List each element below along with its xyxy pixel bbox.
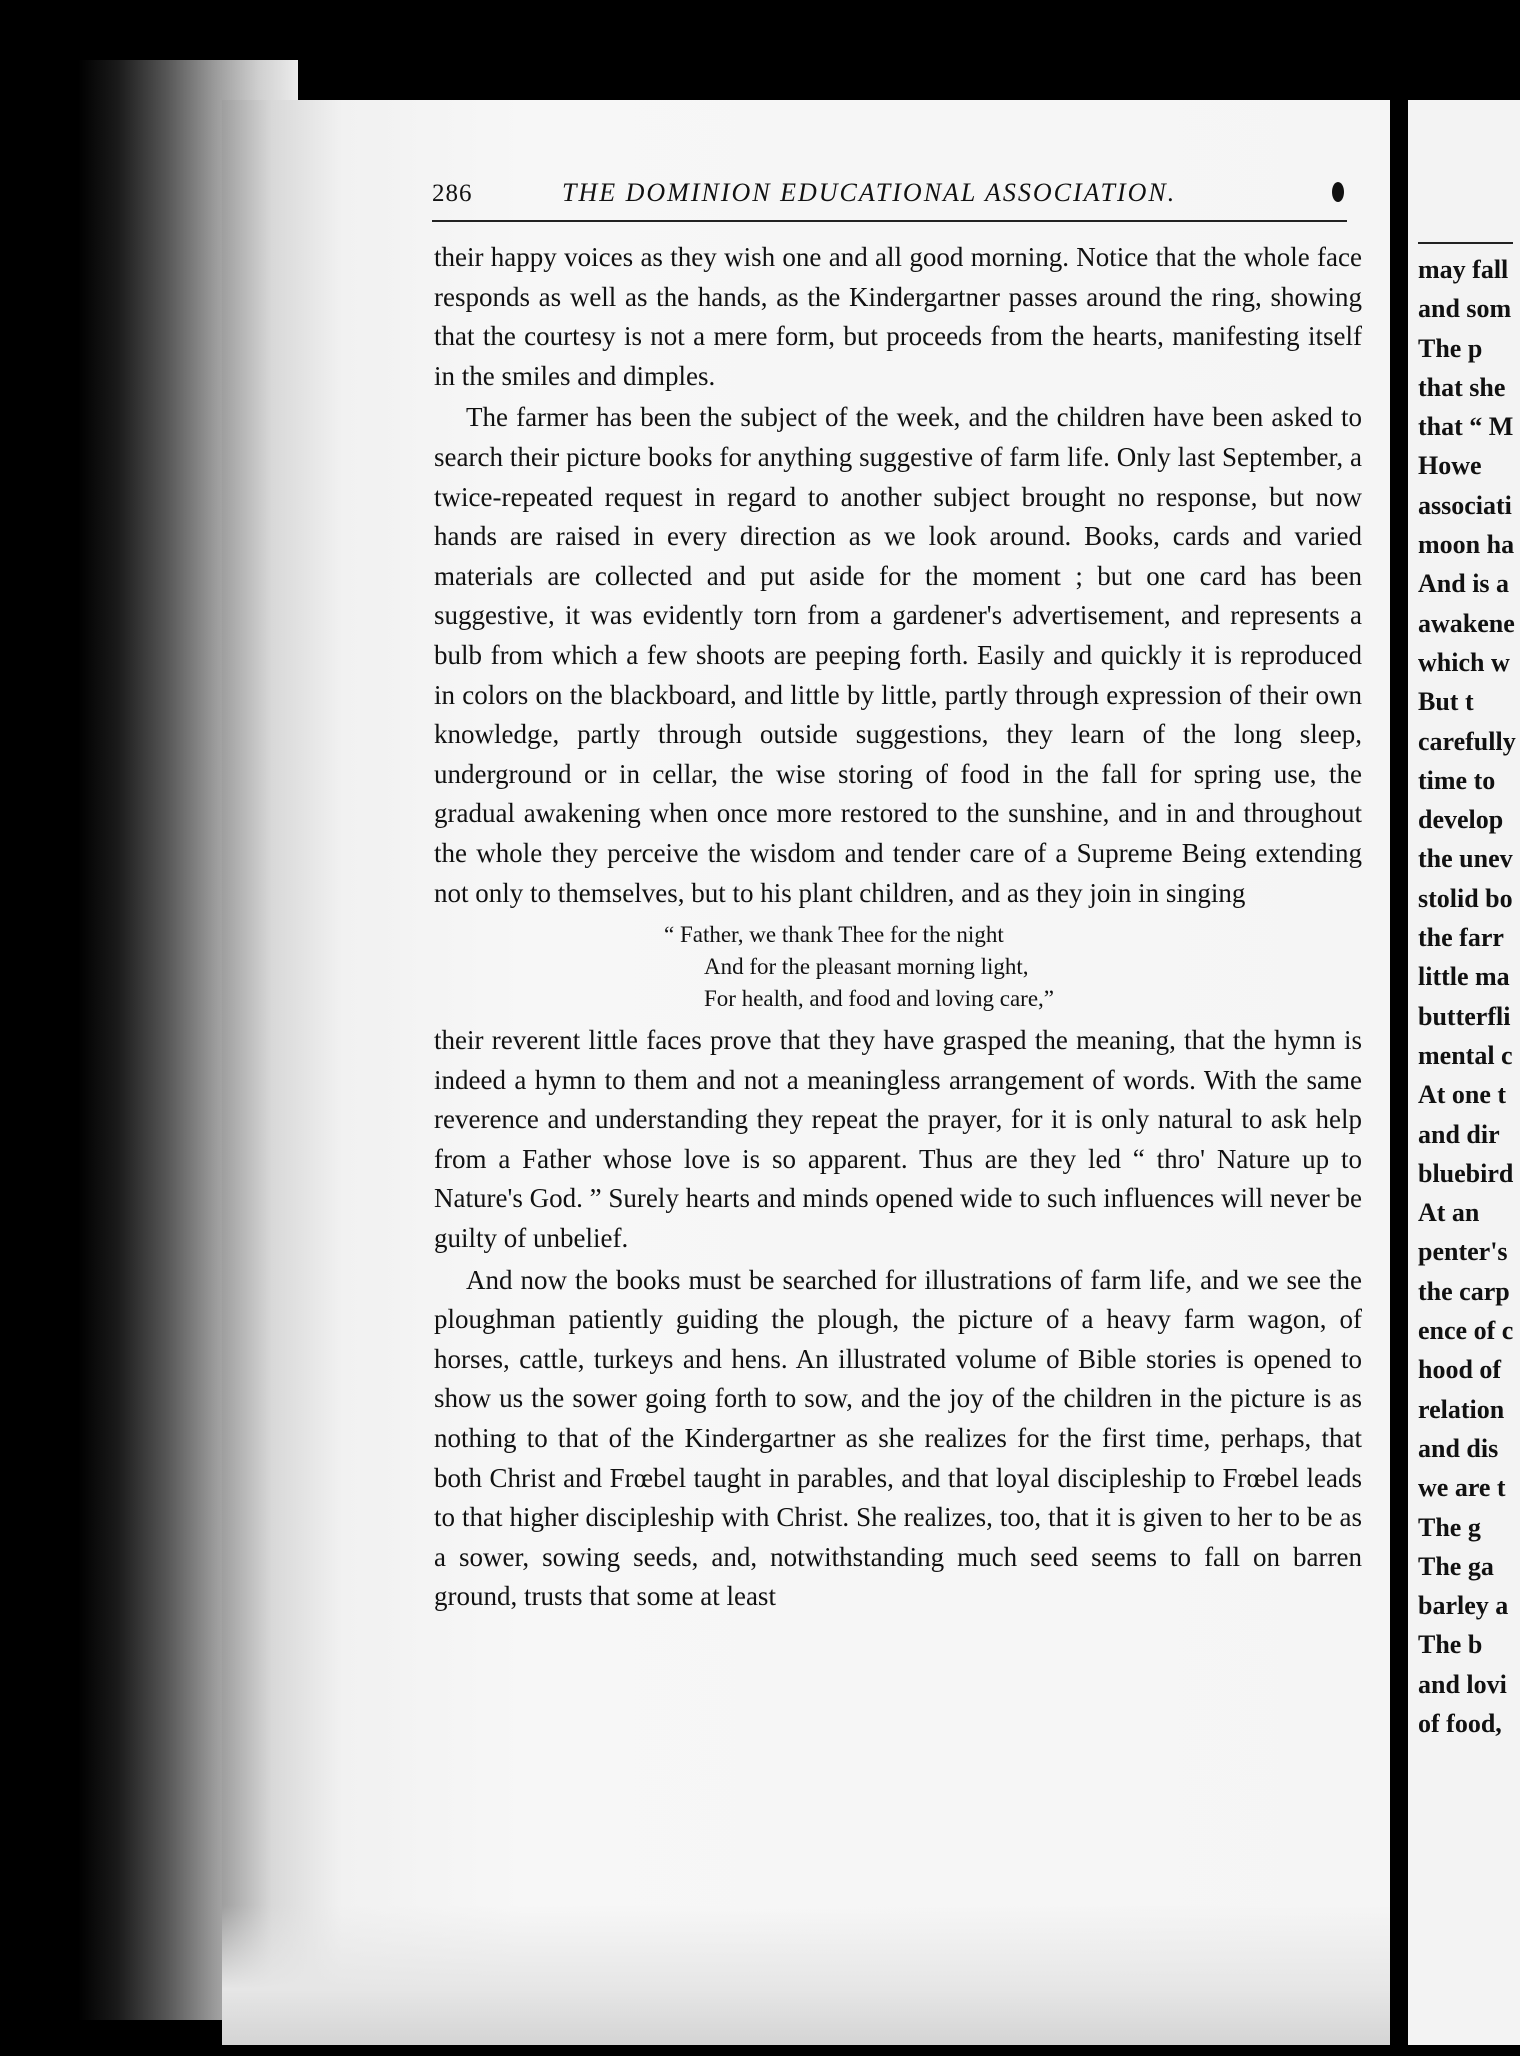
right-line: which w	[1418, 647, 1510, 677]
right-line: penter's	[1418, 1237, 1508, 1267]
right-line: time to	[1418, 765, 1496, 795]
ink-mark	[1332, 182, 1344, 202]
right-line: Howe	[1418, 451, 1482, 481]
page-bottom-shading	[222, 1905, 1390, 2045]
right-line: barley a	[1418, 1591, 1509, 1621]
right-line: of food,	[1418, 1708, 1502, 1738]
hymn-line-1: “ Father, we thank Thee for the night	[664, 922, 1004, 948]
hymn-line-2: And for the pleasant morning light,	[704, 954, 1029, 980]
right-line: the unev	[1418, 844, 1513, 874]
running-title: THE DOMINION EDUCATIONAL ASSOCIATION.	[562, 178, 1177, 207]
right-line: and lovi	[1418, 1669, 1507, 1699]
right-line: relation	[1418, 1394, 1505, 1424]
right-line: At one t	[1418, 1080, 1507, 1110]
right-line: and dis	[1418, 1433, 1499, 1463]
right-line: develop	[1418, 805, 1504, 835]
right-line: that “ M	[1418, 412, 1514, 442]
right-line: and som	[1418, 294, 1512, 324]
right-line: butterfli	[1418, 1001, 1511, 1031]
right-line: And is a	[1418, 569, 1510, 599]
right-line: But t	[1418, 687, 1474, 717]
right-line: the farr	[1418, 923, 1504, 953]
right-line: may fall	[1418, 255, 1509, 284]
left-page	[222, 100, 1390, 2045]
page-header	[432, 170, 1347, 222]
right-line: moon ha	[1418, 530, 1515, 560]
paragraph-2: The farmer has been the subject of the week, and the children have been asked to search their picture books for anything suggestive of farm life. Only last September, a twice-repeated request in regard to another subject brought no response, but now hands are raised in every direction as we look around. Books, cards and varied materials are collected and put aside for the moment ; but one card has been suggestive, it was evidently torn from a gardener's advertisement, and represents a bulb from which a few shoots are peeping forth. Easily and quickly it is reproduced in colors on the blackboard, and little by little, partly through expression of their own knowledge, partly through outside suggestions, they learn of the long sleep, underground or in cellar, the wise storing of food in the fall for spring use, the gradual awakening when once more restored to the sunshine, and in and throughout the whole they perceive the wisdom and tender care of a Supreme Being extending not only to themselves, but to his plant children, and as they join in singing	[434, 402, 1362, 908]
paragraph-4: And now the books must be searched for illustrations of farm life, and we see the ploughman patiently guiding the plough, the picture of a heavy farm wagon, of horses, cattle, turkeys and hens. An illustrated volume of Bible stories is opened to show us the sower going forth to sow, and the joy of the children in the picture is as nothing to that of the Kindergartner as she realizes for the first time, perhaps, that both Christ and Frœbel taught in parables, and that loyal discipleship to Frœbel leads to that higher discipleship with Christ. She realizes, too, that it is given to her to be as a sower, sowing seeds, and, notwithstanding much seed seems to fall on barren ground, trusts that some at least	[434, 1264, 1362, 1612]
right-line: ence of c	[1418, 1316, 1514, 1346]
right-page-fragment	[1408, 100, 1520, 2045]
right-line: The ga	[1418, 1551, 1494, 1581]
right-line: carefully	[1418, 726, 1516, 756]
right-line: The b	[1418, 1630, 1483, 1660]
right-page-rule	[1418, 242, 1513, 244]
right-line: The g	[1418, 1512, 1481, 1542]
page-gutter	[1390, 60, 1408, 2050]
right-line: associati	[1418, 490, 1512, 520]
right-line: hood of	[1418, 1355, 1502, 1385]
right-line: The p	[1418, 333, 1483, 363]
right-line: the carp	[1418, 1276, 1510, 1306]
hymn-quote	[664, 919, 1362, 1015]
right-page-text	[1418, 250, 1518, 1743]
right-line: stolid bo	[1418, 883, 1513, 913]
right-line: awakene	[1418, 608, 1515, 638]
right-line: At an	[1418, 1198, 1480, 1228]
hymn-line-3: For health, and food and loving care,”	[704, 986, 1054, 1012]
right-line: mental c	[1418, 1040, 1513, 1070]
paragraph-1: their happy voices as they wish one and all good morning. Notice that the whole face responds as well as the hands, as the Kindergartner passes around the ring, showing that the courtesy is not a mere form, but proceeds from the hearts, manifesting itself in the smiles and dimples.	[434, 242, 1362, 391]
paragraph-3: their reverent little faces prove that they have grasped the meaning, that the hymn is indeed a hymn to them and not a meaningless arrangement of words. With the same reverence and understanding they repeat the prayer, for it is only natural to ask help from a Father whose love is so apparent. Thus are they led “ thro' Nature up to Nature's God. ” Surely hearts and minds opened wide to such influences will never be guilty of unbelief.	[434, 1025, 1362, 1254]
right-line: little ma	[1418, 962, 1510, 992]
right-line: we are t	[1418, 1473, 1506, 1503]
right-line: that she	[1418, 372, 1506, 402]
right-line: and dir	[1418, 1119, 1500, 1149]
body-text	[434, 238, 1362, 1619]
right-line: bluebird	[1418, 1158, 1514, 1188]
page-number: 286	[432, 180, 473, 207]
